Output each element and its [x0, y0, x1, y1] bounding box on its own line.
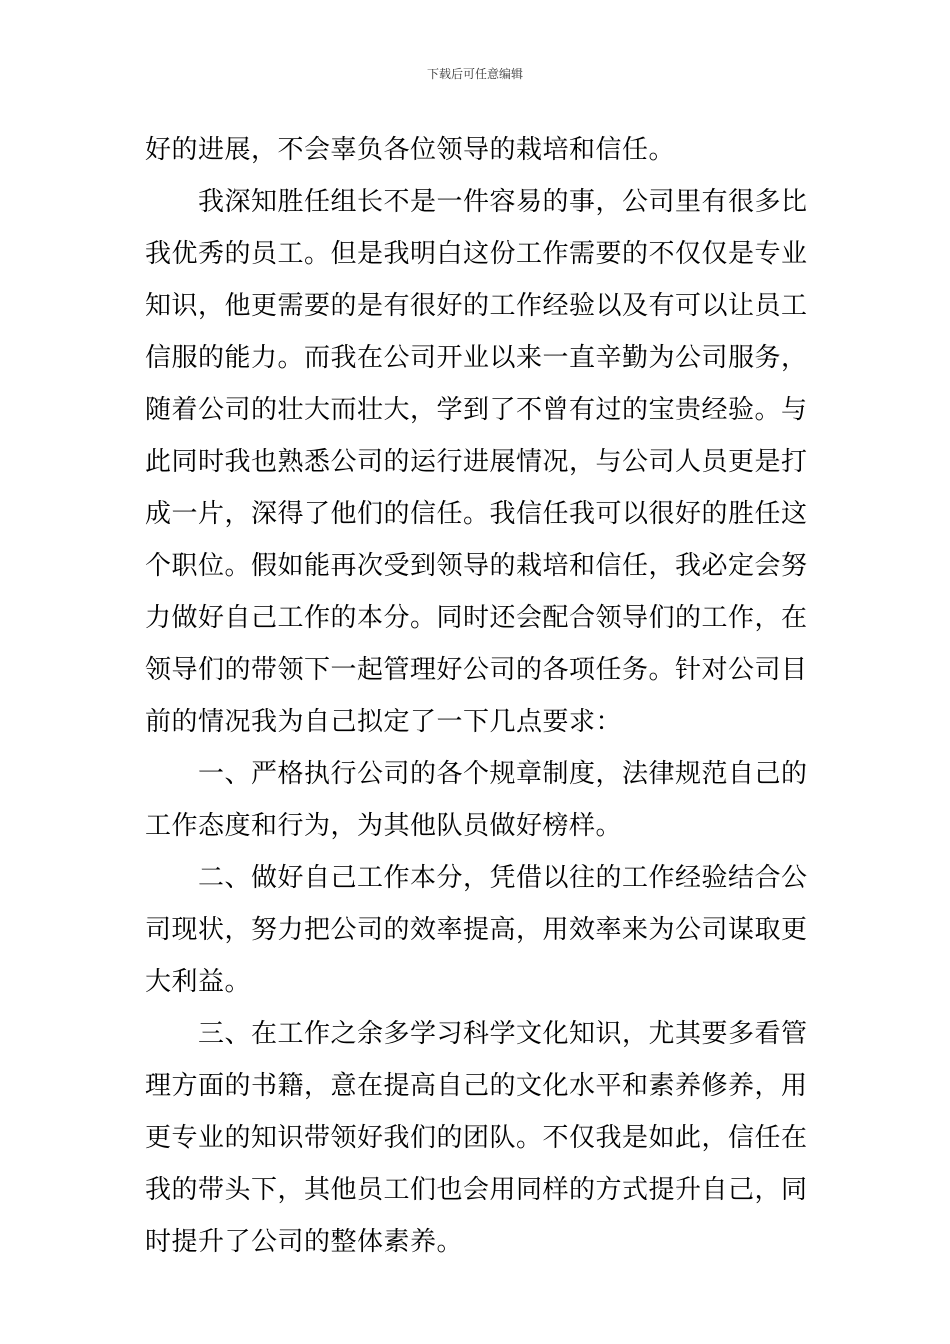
text-line: 信服的能力。而我在公司开业以来一直辛勤为公司服务， [145, 343, 808, 373]
text-line: 我的带头下，其他员工们也会用同样的方式提升自己，同 [145, 1175, 808, 1205]
page-header: 下载后可任意编辑 [426, 67, 523, 81]
text-line: 三、在工作之余多学习科学文化知识，尤其要多看管 [145, 1019, 808, 1049]
text-line: 我优秀的员工。但是我明白这份工作需要的不仅仅是专业 [145, 239, 808, 269]
text-line: 领导们的带领下一起管理好公司的各项任务。针对公司目 [145, 655, 808, 685]
document-body [145, 124, 810, 1268]
text-line: 更专业的知识带领好我们的团队。不仅我是如此，信任在 [145, 1123, 808, 1153]
text-line: 个职位。假如能再次受到领导的栽培和信任，我必定会努 [145, 551, 808, 581]
text-line: 成一片，深得了他们的信任。我信任我可以很好的胜任这 [145, 499, 808, 529]
text-line: 二、做好自己工作本分，凭借以往的工作经验结合公 [145, 863, 808, 893]
text-line: 此同时我也熟悉公司的运行进展情况，与公司人员更是打 [145, 447, 808, 477]
text-line: 大利益。 [145, 967, 252, 997]
text-line: 工作态度和行为，为其他队员做好榜样。 [145, 811, 623, 841]
text-line: 时提升了公司的整体素养。 [145, 1227, 464, 1257]
text-line: 前的情况我为自己拟定了一下几点要求： [145, 707, 623, 737]
text-line: 我深知胜任组长不是一件容易的事，公司里有很多比 [145, 187, 808, 217]
text-line: 司现状，努力把公司的效率提高，用效率来为公司谋取更 [145, 915, 808, 945]
text-line: 力做好自己工作的本分。同时还会配合领导们的工作，在 [145, 603, 808, 633]
text-line: 一、严格执行公司的各个规章制度，法律规范自己的 [145, 759, 808, 789]
text-line: 随着公司的壮大而壮大，学到了不曾有过的宝贵经验。与 [145, 395, 808, 425]
text-line: 好的进展，不会辜负各位领导的栽培和信任。 [145, 135, 676, 165]
text-line: 知识，他更需要的是有很好的工作经验以及有可以让员工 [145, 291, 808, 321]
text-line: 理方面的书籍，意在提高自己的文化水平和素养修养，用 [145, 1071, 808, 1101]
